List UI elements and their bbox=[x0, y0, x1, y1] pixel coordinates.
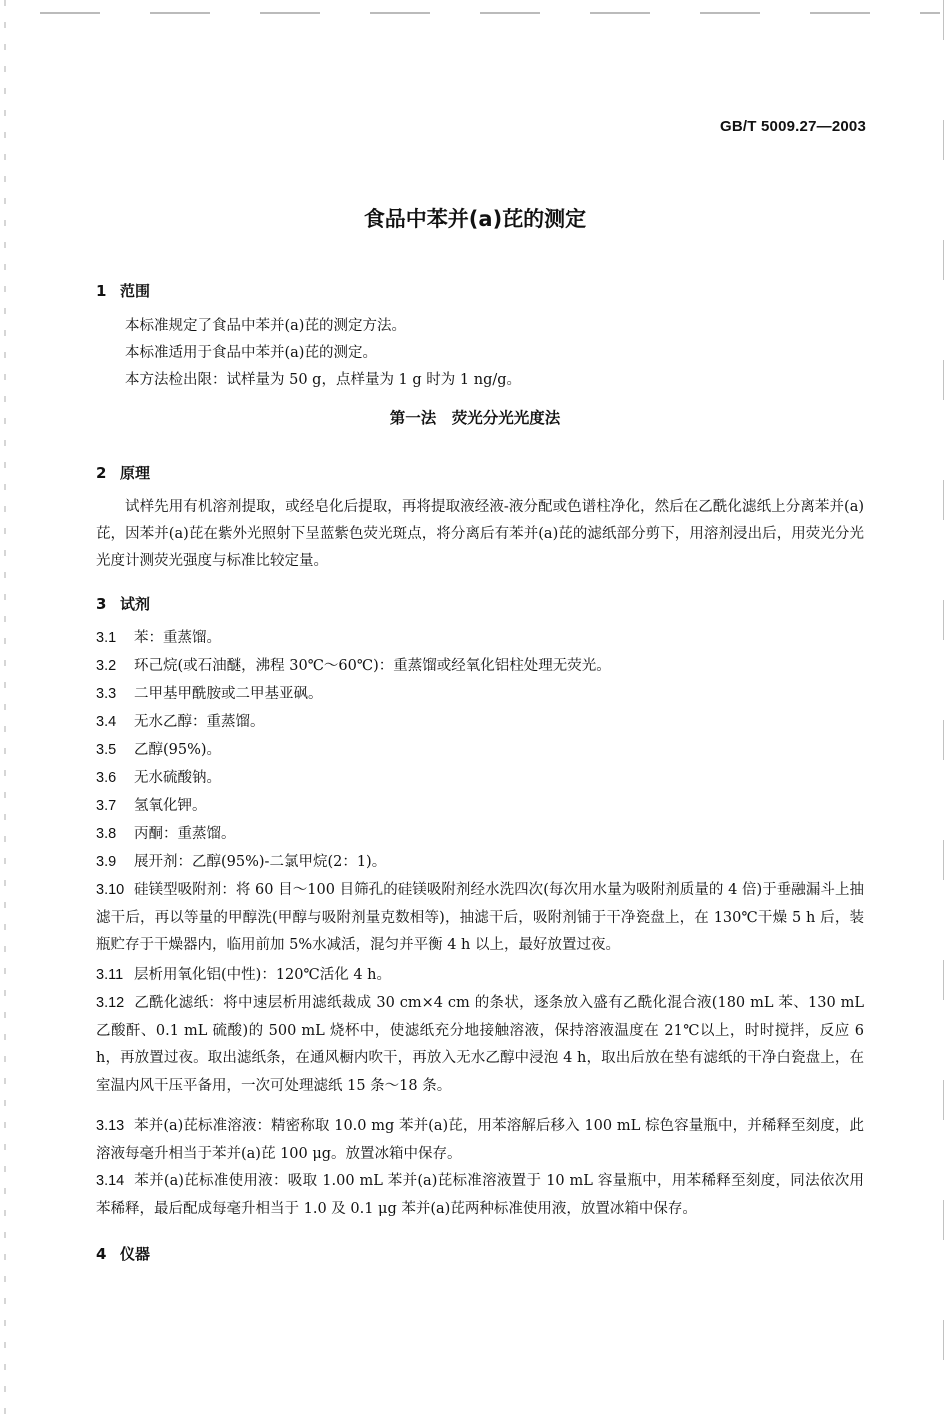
reagent-item bbox=[96, 962, 864, 990]
reagent-item bbox=[96, 681, 864, 709]
item-number: 3.11 bbox=[96, 967, 124, 983]
reagent-item bbox=[96, 653, 864, 681]
reagent-item bbox=[96, 877, 864, 960]
section-title: 试剂 bbox=[120, 595, 151, 613]
reagent-item bbox=[96, 849, 864, 877]
item-text: 二甲基甲酰胺或二甲基亚砜。 bbox=[134, 686, 323, 702]
item-text: 苯并(a)芘标准使用液：吸取 1.00 mL 苯并(a)芘标准溶液置于 10 mL 容量瓶中，用苯稀释至刻度，同法依次用苯稀释，最后配成每毫升相当于 1.0 及 0.1 μg 苯并(a)芘两种标准使用液，放置冰箱中保存。 bbox=[96, 1173, 864, 1217]
section-3-heading bbox=[96, 593, 150, 614]
section-number: 1 bbox=[96, 282, 107, 300]
item-text: 苯并(a)芘标准溶液：精密称取 10.0 mg 苯并(a)芘，用苯溶解后移入 100 mL 棕色容量瓶中，并稀释至刻度，此溶液每毫升相当于苯并(a)芘 100 μg。放置冰箱中保存。 bbox=[96, 1118, 864, 1162]
item-text: 层析用氧化铝(中性)：120℃活化 4 h。 bbox=[134, 967, 391, 983]
item-number: 3.12 bbox=[96, 995, 125, 1011]
reagent-item bbox=[96, 625, 864, 653]
section-4-heading bbox=[96, 1243, 150, 1264]
item-number: 3.14 bbox=[96, 1173, 125, 1189]
section-number: 4 bbox=[96, 1245, 107, 1263]
scan-edge-top bbox=[40, 12, 940, 14]
item-text: 硅镁型吸附剂：将 60 目～100 目筛孔的硅镁吸附剂经水洗四次(每次用水量为吸附剂质量的 4 倍)于垂融漏斗上抽滤干后，再以等量的甲醇洗(甲醇与吸附剂量克数相等)，抽滤干后，吸附剂铺于干净瓷盘上，在 130℃干燥 5 h 后，装瓶贮存于干燥器内，临用前加 5%水减活，混匀并平衡 4 h 以上，最好放置过夜。 bbox=[96, 882, 864, 953]
reagent-item bbox=[96, 793, 864, 821]
item-text: 丙酮：重蒸馏。 bbox=[134, 826, 236, 842]
section-2-paragraph: 试样先用有机溶剂提取，或经皂化后提取，再将提取液经液-液分配或色谱柱净化，然后在乙酰化滤纸上分离苯并(a)芘，因苯并(a)芘在紫外光照射下呈蓝紫色荧光斑点，将分离后有苯并(a)芘的滤纸部分剪下，用溶剂浸出后，用荧光分光光度计测荧光强度与标准比较定量。 bbox=[96, 499, 864, 569]
reagent-item bbox=[96, 709, 864, 737]
standard-number: GB/T 5009.27—2003 bbox=[720, 118, 866, 135]
reagent-item bbox=[96, 1113, 864, 1168]
reagent-item bbox=[96, 765, 864, 793]
section-title: 原理 bbox=[120, 464, 151, 482]
section-title: 仪器 bbox=[120, 1245, 151, 1263]
section-number: 3 bbox=[96, 595, 107, 613]
item-number: 3.10 bbox=[96, 882, 125, 898]
item-text: 苯：重蒸馏。 bbox=[134, 630, 221, 646]
item-number: 3.8 bbox=[96, 826, 117, 842]
item-number: 3.3 bbox=[96, 686, 117, 702]
document-title: 食品中苯并(a)芘的测定 bbox=[363, 207, 587, 231]
item-number: 3.13 bbox=[96, 1118, 125, 1134]
reagent-item bbox=[96, 737, 864, 765]
item-number: 3.2 bbox=[96, 658, 117, 674]
item-number: 3.4 bbox=[96, 714, 117, 730]
item-text: 无水硫酸钠。 bbox=[134, 770, 221, 786]
section-1-line-3: 本方法检出限：试样量为 50 g，点样量为 1 g 时为 1 ng/g。 bbox=[125, 372, 522, 388]
item-number: 3.5 bbox=[96, 742, 117, 758]
method-title: 第一法 荧光分光光度法 bbox=[389, 409, 561, 427]
item-number: 3.7 bbox=[96, 798, 117, 814]
item-number: 3.1 bbox=[96, 630, 117, 646]
reagent-item bbox=[96, 821, 864, 849]
item-text: 无水乙醇：重蒸馏。 bbox=[134, 714, 265, 730]
item-text: 展开剂：乙醇(95%)-二氯甲烷(2：1)。 bbox=[134, 854, 387, 870]
item-text: 氢氧化钾。 bbox=[134, 798, 207, 814]
section-2-heading bbox=[96, 462, 150, 483]
item-text: 乙醇(95%)。 bbox=[134, 742, 222, 758]
item-number: 3.9 bbox=[96, 854, 117, 870]
section-1-heading bbox=[96, 280, 150, 301]
reagent-item bbox=[96, 990, 864, 1100]
section-1-line-1: 本标准规定了食品中苯并(a)芘的测定方法。 bbox=[125, 318, 406, 334]
item-text: 乙酰化滤纸：将中速层析用滤纸裁成 30 cm×4 cm 的条状，逐条放入盛有乙酰化混合液(180 mL 苯、130 mL 乙酸酐、0.1 mL 硫酸)的 500 mL 烧杯中，使滤纸充分地接触溶液，保持溶液温度在 21℃以上，时时搅拌，反应 6 h，再放置过夜。取出滤纸条，在通风橱内吹干，再放入无水乙醇中浸泡 4 h，取出后放在垫有滤纸的干净白瓷盘上，在室温内风干压平备用，一次可处理滤纸 15 条～18 条。 bbox=[96, 995, 864, 1094]
section-title: 范围 bbox=[120, 282, 151, 300]
item-number: 3.6 bbox=[96, 770, 117, 786]
section-1-line-2: 本标准适用于食品中苯并(a)芘的测定。 bbox=[125, 345, 377, 361]
item-text: 环己烷(或石油醚，沸程 30℃～60℃)：重蒸馏或经氧化铝柱处理无荧光。 bbox=[134, 658, 611, 674]
reagent-item bbox=[96, 1168, 864, 1223]
section-number: 2 bbox=[96, 464, 107, 482]
